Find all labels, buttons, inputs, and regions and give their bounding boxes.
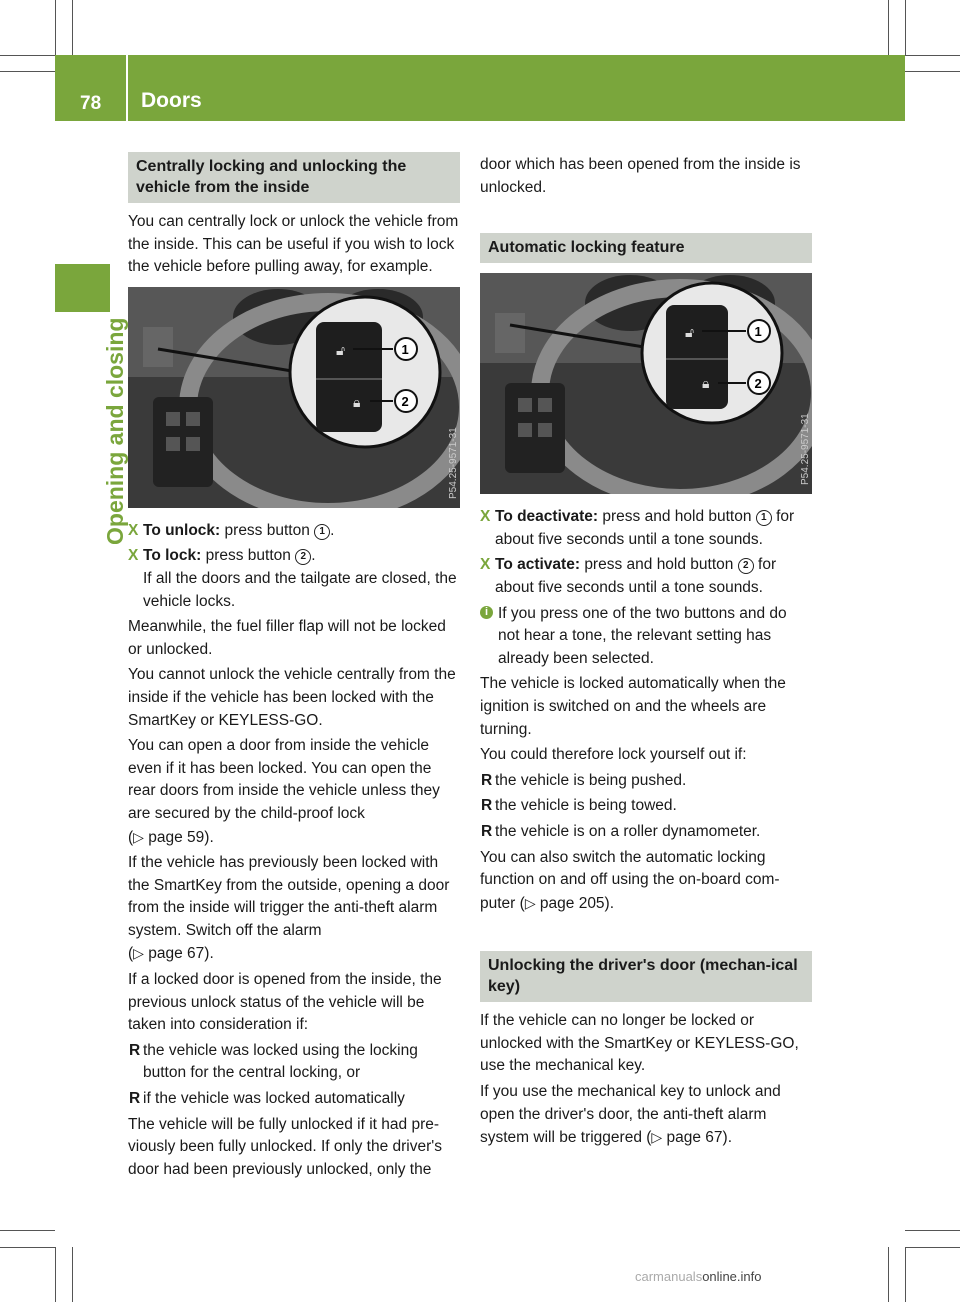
heading-mechanical-key: Unlocking the driver's door (mechan-ical key) bbox=[480, 951, 812, 1002]
page-ref[interactable]: page 67). bbox=[666, 1129, 733, 1147]
chapter-tab bbox=[55, 264, 110, 312]
callout-1: 1 bbox=[754, 324, 762, 340]
crop-mark bbox=[905, 1230, 960, 1231]
list-item: R the vehicle is being pushed. bbox=[480, 770, 812, 793]
lock-label: To lock: bbox=[143, 547, 202, 565]
step-marker-icon: X bbox=[128, 547, 139, 565]
svg-text:🔒︎: 🔒︎ bbox=[353, 394, 361, 411]
paragraph: If you use the mechanical key to unlock and open the driver's door, the anti-theft alarm system will be triggered (▷ page 67). bbox=[480, 1083, 781, 1147]
unlock-label: To unlock: bbox=[143, 521, 221, 539]
ref-arrow-icon: ▷ bbox=[651, 1129, 663, 1146]
svg-text:🔓︎: 🔓︎ bbox=[336, 342, 346, 359]
paragraph: door which has been opened from the inside is unlocked. bbox=[480, 156, 801, 196]
door-buttons-photo bbox=[480, 273, 812, 494]
crop-mark bbox=[905, 71, 960, 72]
step-unlock: X To unlock: press button 1 . bbox=[128, 520, 460, 543]
list-item: R the vehicle is being towed. bbox=[480, 795, 812, 818]
info-icon: i bbox=[480, 606, 493, 619]
bullet-icon: R bbox=[481, 797, 493, 815]
callout-1-icon: 1 bbox=[314, 524, 330, 540]
list-item: R the vehicle is on a roller dynamometer. bbox=[480, 821, 812, 844]
crop-mark bbox=[905, 1247, 906, 1302]
callout-2: 2 bbox=[401, 393, 409, 409]
svg-text:🔒︎: 🔒︎ bbox=[702, 376, 710, 393]
paragraph: If the vehicle has previously been locked with the SmartKey from the outside, opening a door from the inside will trigger the anti-theft alarm system. Switch off the alarm (▷ page 67). bbox=[128, 854, 450, 963]
page-ref[interactable]: page 59). bbox=[148, 828, 214, 846]
heading-automatic-locking: Automatic locking feature bbox=[480, 233, 812, 263]
svg-text:🔓︎: 🔓︎ bbox=[685, 325, 695, 342]
section-title: Doors bbox=[141, 89, 202, 112]
step-marker-icon: X bbox=[480, 508, 491, 526]
step-lock: X To lock: press button 2 . If all the doors and the tailgate are closed, the vehicle locks. bbox=[128, 547, 457, 610]
paragraph: The vehicle is locked automatically when the ignition is switched on and the wheels are turning. bbox=[480, 675, 786, 738]
ref-arrow-icon: ▷ bbox=[133, 945, 144, 962]
paragraph: You could therefore lock yourself out if: bbox=[480, 746, 747, 764]
crop-mark bbox=[72, 0, 73, 55]
paragraph: The vehicle will be fully unlocked if it had pre-viously been fully unlocked. If only the driver's door had been previously unlocked, only the bbox=[128, 1115, 442, 1178]
crop-mark bbox=[0, 71, 55, 72]
lock-note: If all the doors and the tailgate are closed, the vehicle locks. bbox=[143, 569, 457, 610]
callout-2-icon: 2 bbox=[295, 549, 311, 565]
callout-2-icon: 2 bbox=[738, 558, 754, 574]
paragraph: You can open a door from inside the vehicle even if it has been locked. You can open the rear doors from inside the vehicle unless they are secured by the child-proof lock (▷ page 59). bbox=[128, 737, 440, 846]
paragraph: If the vehicle can no longer be locked or unlocked with the SmartKey or KEYLESS-GO, use the mechanical key. bbox=[480, 1012, 799, 1075]
crop-mark bbox=[55, 0, 56, 55]
step-activate: X To activate: press and hold button 2 for about five seconds until a tone sounds. bbox=[480, 556, 777, 596]
bullet-icon: R bbox=[129, 1090, 141, 1108]
callout-1: 1 bbox=[401, 341, 409, 357]
photo-code: P54.25-9571-31 bbox=[448, 427, 459, 499]
lock-text: press button bbox=[205, 547, 291, 565]
page-number: 78 bbox=[80, 93, 102, 114]
bullet-icon: R bbox=[129, 1041, 141, 1059]
door-buttons-photo bbox=[128, 287, 460, 508]
paragraph: You can also switch the automatic locking function on and off using the on-board com-puter (▷ page 205). bbox=[480, 848, 780, 912]
unlock-text: press button bbox=[224, 521, 310, 539]
crop-mark bbox=[0, 1230, 55, 1231]
paragraph: Meanwhile, the fuel filler flap will not be locked or unlocked. bbox=[128, 618, 446, 658]
left-column bbox=[128, 152, 460, 1184]
ref-arrow-icon: ▷ bbox=[524, 894, 536, 911]
header-separator bbox=[126, 55, 128, 121]
bullet-icon: R bbox=[481, 771, 493, 789]
page-ref[interactable]: page 205). bbox=[539, 894, 615, 912]
right-column bbox=[480, 154, 812, 1153]
list-item: R if the vehicle was locked automatically bbox=[128, 1088, 460, 1111]
crop-mark bbox=[0, 1247, 55, 1248]
crop-mark bbox=[55, 1247, 56, 1302]
list-item: R the vehicle was locked using the locking button for the central locking, or bbox=[129, 1041, 418, 1082]
watermark[interactable]: carmanualsonline.info bbox=[635, 1269, 762, 1284]
paragraph: You cannot unlock the vehicle centrally from the inside if the vehicle has been locked with the SmartKey or KEYLESS-GO. bbox=[128, 666, 456, 729]
crop-mark bbox=[888, 0, 889, 55]
callout-1-icon: 1 bbox=[756, 510, 772, 526]
step-marker-icon: X bbox=[480, 556, 491, 574]
step-deactivate: X To deactivate: press and hold button 1 for about five seconds until a tone sounds. bbox=[480, 508, 795, 548]
photo-code: P54.25-9571-31 bbox=[800, 413, 811, 486]
crop-mark bbox=[905, 0, 906, 55]
paragraph: If a locked door is opened from the inside, the previous unlock status of the vehicle will be taken into consideration if: bbox=[128, 971, 442, 1034]
ref-arrow-icon: ▷ bbox=[133, 828, 144, 845]
crop-mark bbox=[0, 55, 55, 56]
crop-mark bbox=[888, 1247, 889, 1302]
heading-central-locking: Centrally locking and unlocking the vehicle from the inside bbox=[128, 152, 460, 203]
crop-mark bbox=[72, 1247, 73, 1302]
callout-2: 2 bbox=[754, 376, 762, 392]
chapter-label: Opening and closing bbox=[102, 317, 128, 545]
page-ref[interactable]: page 67). bbox=[148, 945, 214, 963]
step-marker-icon: X bbox=[128, 521, 139, 539]
info-note: i If you press one of the two buttons and do not hear a tone, the relevant setting has already been selected. bbox=[480, 603, 812, 671]
crop-mark bbox=[905, 1247, 960, 1248]
crop-mark bbox=[905, 55, 960, 56]
intro-paragraph: You can centrally lock or unlock the vehicle from the inside. This can be useful if you wish to lock the vehicle before pulling away, for example. bbox=[128, 213, 459, 276]
bullet-icon: R bbox=[481, 822, 493, 840]
